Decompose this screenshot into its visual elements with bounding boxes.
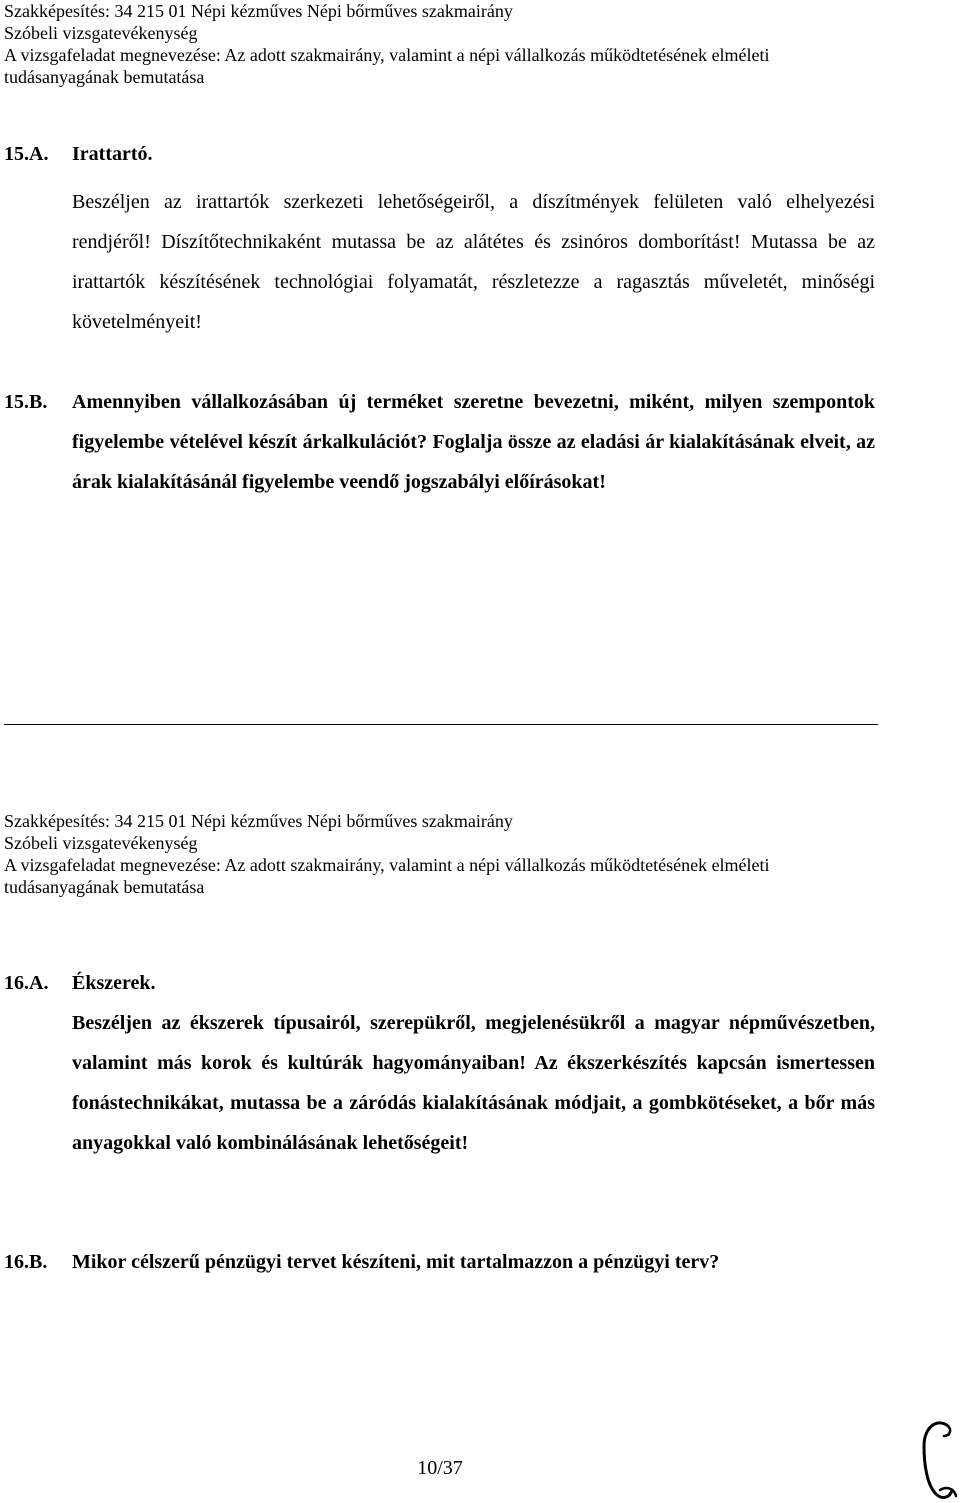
header-qualification: Szakképesítés: 34 215 01 Népi kézműves Népi bőrműves szakmairány	[4, 1, 513, 21]
task-number-16b: 16.B.	[4, 1251, 48, 1273]
task-text-16a: Beszéljen az ékszerek típusairól, szerepükről, megjelenésükről a magyar népművészetben, valamint más korok és kultúrák hagyományaiban! Az ékszerkészítés kapcsán ismertessen fonástechnikákat, mutassa be a záródás kialakításának módjait, a gombkötéseket, a bőr más anyagokkal való kombinálásának lehetőségeit!	[72, 1012, 875, 1154]
page-header	[4, 0, 770, 88]
task-text-15a: Beszéljen az irattartók szerkezeti lehetőségeiről, a díszítmények felületen való elhelyezési rendjéről! Díszítőtechnikaként mutassa be az alátétes és zsinóros domborítást! Mutassa be az irattartók készítésének technológiai folyamatát, részletezze a ragasztás műveletét, minőségi követelményeit!	[72, 191, 875, 333]
task-number-15a: 15.A.	[4, 143, 49, 165]
task-title-16a: Ékszerek.	[72, 972, 156, 994]
header-task-name-cont: tudásanyagának bemutatása	[4, 877, 205, 897]
logo-icon	[918, 1416, 958, 1502]
header-task-name-cont: tudásanyagának bemutatása	[4, 67, 205, 87]
header-exam-type: Szóbeli vizsgatevékenység	[4, 23, 198, 43]
task-number-15b: 15.B.	[4, 391, 48, 413]
task-title-15a: Irattartó.	[72, 143, 153, 165]
page-separator	[4, 724, 878, 725]
task-text-16b: Mikor célszerű pénzügyi tervet készíteni, mit tartalmazzon a pénzügyi terv?	[72, 1251, 720, 1273]
header-qualification: Szakképesítés: 34 215 01 Népi kézműves Népi bőrműves szakmairány	[4, 811, 513, 831]
header-task-name: A vizsgafeladat megnevezése: Az adott szakmairány, valamint a népi vállalkozás működtetésének elméleti	[4, 45, 770, 65]
header-exam-type: Szóbeli vizsgatevékenység	[4, 833, 198, 853]
header-task-name: A vizsgafeladat megnevezése: Az adott szakmairány, valamint a népi vállalkozás működtetésének elméleti	[4, 855, 770, 875]
page-header-2	[4, 810, 770, 898]
task-number-16a: 16.A.	[4, 972, 49, 994]
page-number: 10/37	[417, 1457, 463, 1479]
task-text-15b: Amennyiben vállalkozásában új terméket szeretne bevezetni, miként, milyen szempontok figyelembe vételével készít árkalkulációt? Foglalja össze az eladási ár kialakításának elveit, az árak kialakításánál figyelembe veendő jogszabályi előírásokat!	[72, 391, 875, 493]
